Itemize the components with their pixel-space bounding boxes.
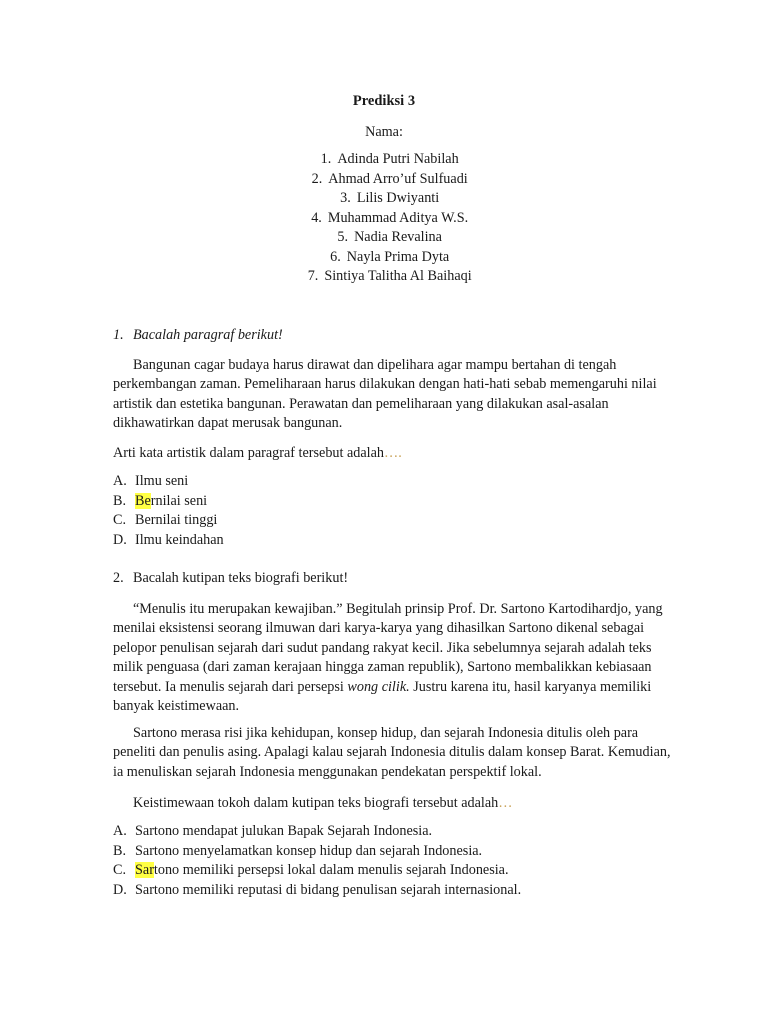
question-1-heading: 1. Bacalah paragraf berikut! bbox=[113, 327, 283, 343]
list-item: 1. Adinda Putri Nabilah bbox=[320, 151, 459, 167]
question-2-options bbox=[113, 822, 521, 900]
question-1-options bbox=[113, 472, 224, 550]
list-item: 4. Muhammad Aditya W.S. bbox=[311, 209, 469, 226]
option-b: B. Bernilai seni bbox=[113, 492, 208, 509]
question-2-paragraph-2: Sartono merasa risi jika kehidupan, konsep hidup, dan sejarah Indonesia ditulis oleh para peneliti dan penulis asing. Apalagi kalau sejarah Indonesia ditulis dalam konsep Barat. Kemudian, ia menuliskan sejarah Indonesia menggunakan pendekatan perspektif lokal. bbox=[113, 725, 671, 780]
question-2-prompt: Keistimewaan tokoh dalam kutipan teks biografi tersebut adalah… bbox=[133, 795, 513, 811]
option-d: D. Sartono memiliki reputasi di bidang penulisan sejarah internasional. bbox=[113, 881, 522, 898]
list-item: 2. Ahmad Arro’uf Sulfuadi bbox=[311, 170, 468, 187]
question-2-heading: 2. Bacalah kutipan teks biografi berikut! bbox=[113, 570, 349, 586]
list-item: 7. Sintiya Talitha Al Baihaqi bbox=[307, 268, 472, 284]
list-item: 5. Nadia Revalina bbox=[337, 229, 442, 245]
member-list bbox=[0, 150, 768, 287]
option-c: C. Bernilai tinggi bbox=[113, 512, 218, 528]
option-a: A. Ilmu seni bbox=[113, 473, 189, 489]
option-c: C. Sartono memiliki persepsi lokal dalam menulis sejarah Indonesia. bbox=[113, 862, 509, 878]
name-label: Nama: bbox=[365, 124, 403, 140]
list-item: 6. Nayla Prima Dyta bbox=[330, 248, 450, 265]
question-2-paragraph-1: “Menulis itu merupakan kewajiban.” Begitulah prinsip Prof. Dr. Sartono Kartodihardjo, yang menilai eksistensi seorang ilmuwan dari karya-karya yang dihasilkan Sartono dikenal sebagai pelopor penulisan sejarah dari sudut pandang rakyat kecil. Jika sebelumnya sejarah adalah teks milik penguasa (dari zaman kerajaan hingga zaman republik), Sartono membalikkan kebiasaan tersebut. Ia menulis sejarah dari persepsi wong cilik. Justru karena itu, hasil karyanya memiliki banyak keistimewaan. bbox=[113, 601, 663, 715]
highlight: Be bbox=[135, 492, 151, 509]
page-title: Prediksi 3 bbox=[352, 93, 416, 109]
option-b: B. Sartono menyelamatkan konsep hidup dan sejarah Indonesia. bbox=[113, 842, 483, 859]
question-1-paragraph: Bangunan cagar budaya harus dirawat dan dipelihara agar mampu bertahan di tengah perkembangan zaman. Pemeliharaan harus dilakukan dengan hati-hati sebab memengaruhi nilai artistik dan estetika bangunan. Perawatan dan pemeliharaan yang dilakukan asal-asalan dikhawatirkan dapat merusak bangunan. bbox=[113, 357, 657, 432]
list-item: 3. Lilis Dwiyanti bbox=[340, 190, 440, 206]
highlight: Sar bbox=[135, 862, 154, 878]
option-d: D. Ilmu keindahan bbox=[113, 531, 224, 548]
option-a: A. Sartono mendapat julukan Bapak Sejarah Indonesia. bbox=[113, 823, 433, 839]
question-1-prompt: Arti kata artistik dalam paragraf tersebut adalah…. bbox=[113, 445, 402, 461]
